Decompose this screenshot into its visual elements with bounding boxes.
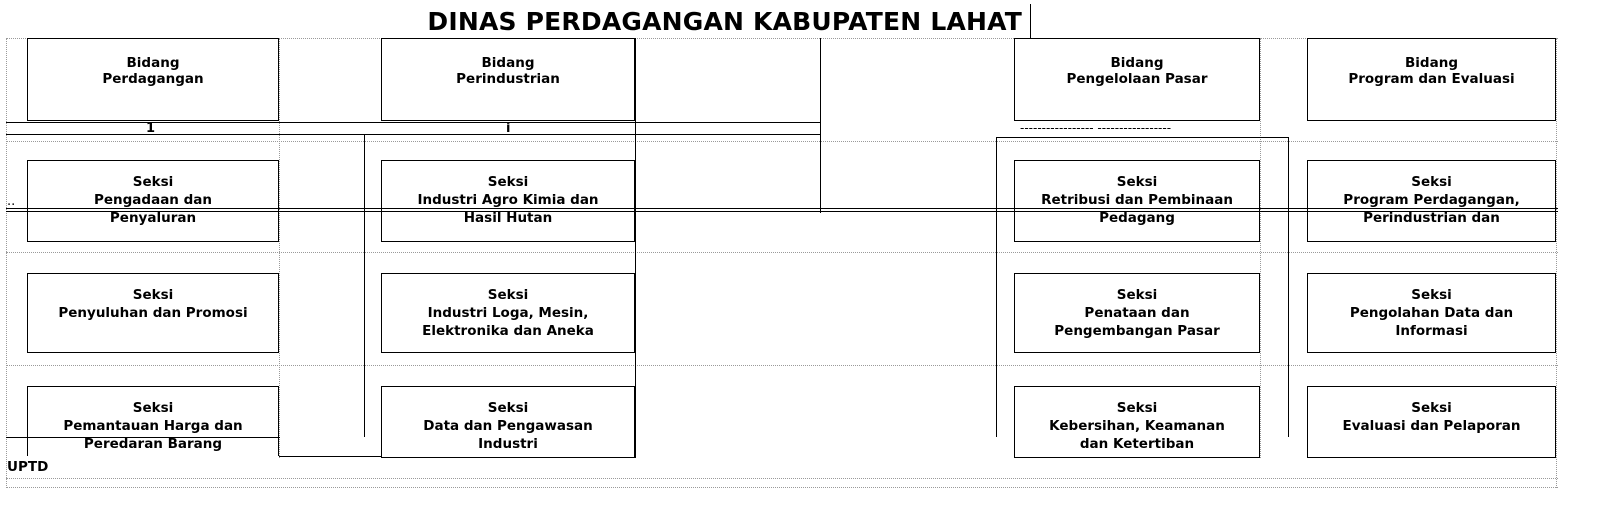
seksi-industri-agro-kimia[interactable] bbox=[381, 160, 635, 242]
bidang-pasar-line2: Pengelolaan Pasar bbox=[1066, 71, 1208, 87]
seksi-line2: Data dan Pengawasan bbox=[423, 418, 593, 434]
seksi-pengadaan-penyaluran[interactable] bbox=[27, 160, 279, 242]
seksi-line2: Evaluasi dan Pelaporan bbox=[1342, 418, 1521, 434]
seksi-data-pengawasan-industri[interactable] bbox=[381, 386, 635, 458]
bidang-perindustrian-line1: Bidang bbox=[481, 55, 535, 71]
seksi-line3: Pedagang bbox=[1099, 210, 1175, 226]
connector-line bbox=[6, 134, 820, 135]
bidang-perdagangan-line2: Perdagangan bbox=[102, 71, 204, 87]
bidang-program-line2: Program dan Evaluasi bbox=[1348, 71, 1515, 87]
seksi-line1: Seksi bbox=[487, 400, 529, 416]
text-cursor bbox=[1030, 4, 1031, 38]
seksi-line1: Seksi bbox=[487, 174, 529, 190]
bidang-program-evaluasi[interactable] bbox=[1307, 38, 1556, 121]
seksi-penataan-pengembangan-pasar[interactable] bbox=[1014, 273, 1260, 353]
seksi-line1: Seksi bbox=[1116, 174, 1158, 190]
connector-line bbox=[996, 137, 997, 437]
connector-line bbox=[279, 456, 381, 457]
grid-line bbox=[6, 252, 1558, 253]
seksi-line2: Pengolahan Data dan bbox=[1349, 305, 1514, 321]
seksi-line3: Hasil Hutan bbox=[463, 210, 553, 226]
seksi-pengolahan-data[interactable] bbox=[1307, 273, 1556, 353]
seksi-retribusi-pembinaan[interactable] bbox=[1014, 160, 1260, 242]
seksi-line1: Seksi bbox=[1411, 400, 1452, 416]
seksi-penyuluhan-promosi[interactable] bbox=[27, 273, 279, 353]
grid-line bbox=[6, 141, 1558, 142]
grid-line bbox=[6, 365, 1558, 366]
seksi-line1: Seksi bbox=[487, 287, 529, 303]
seksi-evaluasi-pelaporan[interactable] bbox=[1307, 386, 1556, 458]
page-title: DINAS PERDAGANGAN KABUPATEN LAHAT bbox=[427, 7, 1022, 36]
bidang-perindustrian[interactable] bbox=[381, 38, 635, 121]
bidang-perindustrian-line2: Perindustrian bbox=[456, 71, 560, 87]
seksi-pemantauan-harga[interactable] bbox=[27, 386, 279, 456]
grid-line bbox=[279, 38, 280, 458]
seksi-line2: Penataan dan bbox=[1084, 305, 1190, 321]
grid-line bbox=[1260, 38, 1261, 458]
connector-label-perindustrian: i bbox=[506, 121, 511, 136]
seksi-line3: Peredaran Barang bbox=[83, 436, 223, 452]
seksi-line3: Pengembangan Pasar bbox=[1054, 323, 1220, 339]
connector-label-pasar: ----------------- ----------------- bbox=[1020, 121, 1172, 135]
seksi-line2: Kebersihan, Keamanan bbox=[1049, 418, 1225, 434]
seksi-line1: Seksi bbox=[1116, 400, 1158, 416]
seksi-industri-logam-mesin[interactable] bbox=[381, 273, 635, 353]
seksi-line3: dan Ketertiban bbox=[1079, 436, 1195, 452]
grid-line bbox=[1556, 38, 1557, 488]
uptd-label: UPTD bbox=[7, 459, 49, 475]
bidang-perdagangan-line1: Bidang bbox=[126, 55, 180, 71]
seksi-line1: Seksi bbox=[1411, 174, 1452, 190]
connector-line bbox=[996, 137, 1288, 138]
seksi-line1: Seksi bbox=[132, 400, 174, 416]
seksi-program-perdagangan[interactable] bbox=[1307, 160, 1556, 242]
seksi-line2: Pemantauan Harga dan bbox=[63, 418, 243, 434]
seksi-line3: Elektronika dan Aneka bbox=[422, 323, 594, 339]
left-dots: .. bbox=[7, 194, 16, 209]
connector-line bbox=[364, 134, 365, 437]
seksi-line3: Industri bbox=[478, 436, 538, 452]
seksi-line2: Pengadaan dan bbox=[93, 192, 212, 208]
grid-line bbox=[6, 487, 1558, 488]
grid-line bbox=[6, 38, 7, 488]
bidang-pengelolaan-pasar[interactable] bbox=[1014, 38, 1260, 121]
seksi-line1: Seksi bbox=[132, 287, 174, 303]
connector-line bbox=[364, 134, 381, 135]
connector-line bbox=[1288, 137, 1289, 437]
seksi-kebersihan-keamanan[interactable] bbox=[1014, 386, 1260, 458]
seksi-line1: Seksi bbox=[132, 174, 174, 190]
connector-label-perdagangan: 1 bbox=[146, 121, 156, 136]
bidang-perdagangan[interactable] bbox=[27, 38, 279, 121]
bidang-program-line1: Bidang bbox=[1405, 55, 1458, 71]
seksi-line2: Industri Loga, Mesin, bbox=[427, 305, 589, 321]
seksi-line2: Industri Agro Kimia dan bbox=[417, 192, 599, 208]
grid-line bbox=[6, 478, 1558, 479]
seksi-line2: Retribusi dan Pembinaan bbox=[1041, 192, 1233, 208]
seksi-line3: Perindustrian dan bbox=[1363, 210, 1500, 226]
seksi-line1: Seksi bbox=[1116, 287, 1158, 303]
seksi-line3: Informasi bbox=[1395, 323, 1468, 339]
seksi-line2: Program Perdagangan, bbox=[1343, 192, 1520, 208]
seksi-line1: Seksi bbox=[1411, 287, 1452, 303]
connector-line bbox=[6, 122, 820, 123]
connector-line bbox=[635, 38, 636, 458]
seksi-line3: Penyaluran bbox=[109, 210, 197, 226]
connector-line bbox=[820, 38, 821, 213]
seksi-line2: Penyuluhan dan Promosi bbox=[58, 305, 248, 321]
bidang-pasar-line1: Bidang bbox=[1110, 55, 1164, 71]
